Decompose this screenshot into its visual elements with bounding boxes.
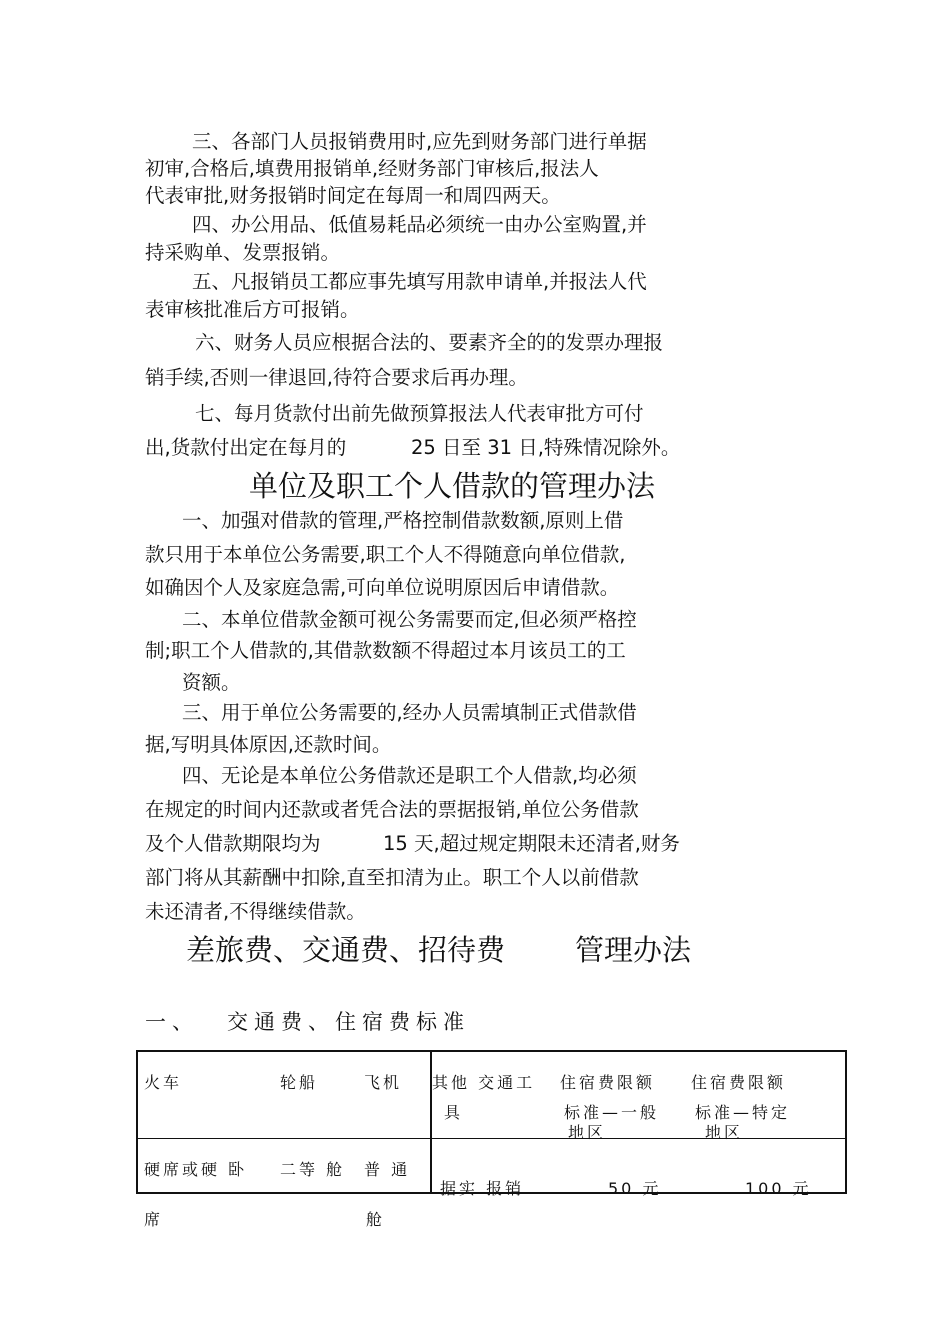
- table-header-plane: 飞机: [364, 1073, 403, 1092]
- paragraph-line: 在规定的时间内还款或者凭合法的票据报销,单位公务借款: [145, 798, 639, 821]
- paragraph-line: 五、凡报销员工都应事先填写用款申请单,并报法人代: [192, 270, 647, 293]
- table-cell-plane: 普 通: [364, 1160, 411, 1179]
- paragraph-line: 出,货款付出定在每月的: [145, 436, 347, 459]
- header-line: 其他 交通工: [432, 1073, 536, 1092]
- section-title-travel-part2: 管理办法: [575, 933, 692, 967]
- header-line: 标准—特定: [695, 1103, 791, 1122]
- section-title-travel-part1: 差旅费、交通费、招待费: [186, 933, 506, 967]
- table-header-train: 火车: [144, 1073, 183, 1092]
- table-cell-lodging-general: 50 元: [608, 1179, 662, 1198]
- section-title-loan: 单位及职工个人借款的管理办法: [249, 469, 656, 503]
- header-line: 地区: [568, 1123, 607, 1142]
- table-header-ship: 轮船: [280, 1073, 319, 1092]
- paragraph-line: 销手续,否则一律退回,待符合要求后再办理。: [145, 366, 528, 389]
- subheading-transport-lodging: [145, 1006, 470, 1036]
- table-cell-lodging-special: 100 元: [745, 1179, 812, 1198]
- paragraph-line: 如确因个人及家庭急需,可向单位说明原因后申请借款。: [145, 576, 620, 599]
- section-title-travel: [186, 928, 691, 969]
- paragraph-line: 一、加强对借款的管理,严格控制借款数额,原则上借: [182, 509, 624, 532]
- paragraph-line: 制;职工个人借款的,其借款数额不得超过本月该员工的工: [145, 639, 626, 662]
- paragraph-line: 表审核批准后方可报销。: [145, 298, 360, 321]
- paragraph-line: 25 日至 31 日,特殊情况除外。: [411, 436, 681, 459]
- subheading-number: 一、: [145, 1010, 199, 1034]
- header-line: 标准—一般: [564, 1103, 660, 1122]
- paragraph-line: 二、本单位借款金额可视公务需要而定,但必须严格控: [182, 608, 637, 631]
- paragraph-line: 代表审批,财务报销时间定在每周一和周四两天。: [145, 184, 561, 207]
- paragraph-line: 三、各部门人员报销费用时,应先到财务部门进行单据: [192, 130, 647, 153]
- subheading-text: 交通费、住宿费标准: [227, 1010, 470, 1034]
- paragraph-line: 未还清者,不得继续借款。: [145, 900, 366, 923]
- table-cell-other-transport: 据实 报销: [440, 1179, 525, 1198]
- table-overflow-plane: 舱: [366, 1210, 383, 1229]
- table-cell-train: 硬席或硬 卧: [144, 1160, 248, 1179]
- paragraph-line: 资额。: [182, 671, 241, 694]
- paragraph-line: 15 天,超过规定期限未还清者,财务: [383, 832, 680, 855]
- header-line: 住宿费限额: [691, 1073, 787, 1092]
- paragraph-line: 款只用于本单位公务需要,职工个人不得随意向单位借款,: [145, 543, 626, 566]
- expense-standard-table: [136, 1050, 847, 1198]
- table-overflow-train: 席: [144, 1210, 161, 1229]
- paragraph-line: 持采购单、发票报销。: [145, 241, 341, 264]
- table-header-lodging-general: [560, 1068, 659, 1148]
- table-cell-ship: 二等 舱: [280, 1160, 346, 1179]
- header-line: 具: [444, 1103, 464, 1122]
- table-header-lodging-special: [691, 1068, 790, 1148]
- paragraph-line: 七、每月货款付出前先做预算报法人代表审批方可付: [195, 402, 644, 425]
- header-line: 地区: [705, 1123, 744, 1142]
- paragraph-line: 六、财务人员应根据合法的、要素齐全的的发票办理报: [195, 331, 664, 354]
- paragraph-line: 部门将从其薪酬中扣除,直至扣清为止。职工个人以前借款: [145, 866, 639, 889]
- paragraph-line: 及个人借款期限均为: [145, 832, 321, 855]
- paragraph-line: 四、无论是本单位公务借款还是职工个人借款,均必须: [182, 764, 637, 787]
- paragraph-line: 四、办公用品、低值易耗品必须统一由办公室购置,并: [192, 213, 647, 236]
- paragraph-line: 三、用于单位公务需要的,经办人员需填制正式借款借: [182, 701, 637, 724]
- paragraph-line: 初审,合格后,填费用报销单,经财务部门审核后,报法人: [145, 157, 599, 180]
- paragraph-line: 据,写明具体原因,还款时间。: [145, 733, 392, 756]
- table-header-other-transport: [432, 1068, 535, 1128]
- header-line: 住宿费限额: [560, 1073, 656, 1092]
